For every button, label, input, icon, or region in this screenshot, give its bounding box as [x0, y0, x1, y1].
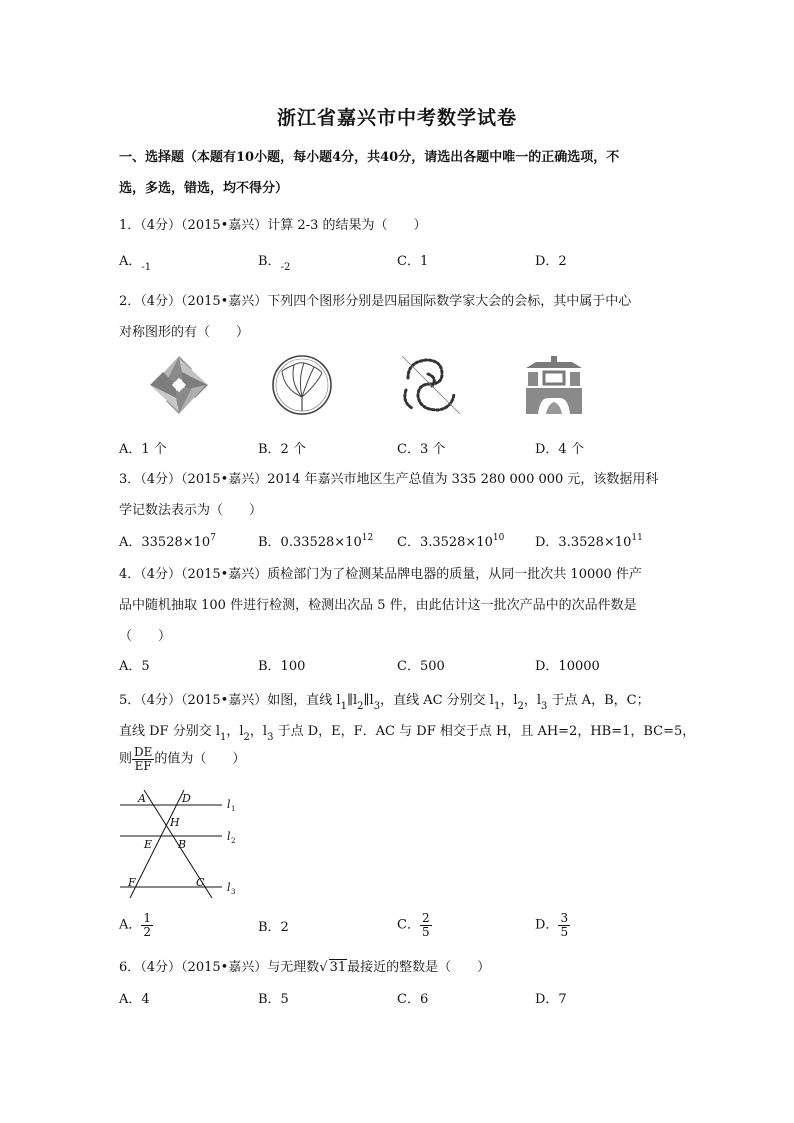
q5-option-b: B．2: [258, 920, 289, 935]
logo-dotted-spiral-icon: [398, 352, 464, 418]
q1-stem: 1．（4分）（2015•嘉兴）计算 2-3 的结果为（ ）: [119, 218, 427, 233]
q1-option-c: C．1: [397, 254, 429, 269]
q5-fraction: $\frac{DE}{EF}$: [134, 745, 153, 773]
q4-option-b: B．100: [258, 659, 306, 674]
label-l1-sub: 1: [231, 805, 236, 813]
section-heading-line2: 选，多选，错选，均不得分）: [119, 181, 289, 196]
logo-arch-icon: [522, 354, 586, 416]
sqrt-icon: √: [319, 960, 328, 975]
q5-option-d: D． $\frac{3}{5}$: [535, 911, 569, 939]
q3-option-d: D．$3.3528\times 10^{11}$: [535, 533, 643, 550]
q2-stem-line2: 对称图形的有（ ）: [119, 325, 250, 340]
q3-option-a: A．$33528\times 10^7$: [119, 533, 216, 550]
label-b: B: [178, 838, 187, 851]
q4-option-a: A．5: [119, 659, 150, 674]
logo-pinwheel-icon: [148, 354, 210, 416]
label-l2-sub: 2: [231, 837, 236, 845]
q6-stem: 6．（4分）（2015•嘉兴）与无理数√ 31最接近的整数是（ ）: [119, 960, 491, 975]
label-a: A: [138, 792, 146, 805]
q2-option-c: C．3 个: [397, 442, 446, 457]
label-l1: l: [227, 798, 231, 811]
label-e: E: [144, 838, 153, 851]
q6-option-d: D．7: [535, 992, 567, 1007]
label-l3-sub: 3: [231, 888, 236, 896]
q2-option-d: D．4 个: [535, 442, 584, 457]
page-title: 浙江省嘉兴市中考数学试卷: [276, 107, 517, 129]
q4-stem-line2: 品中随机抽取 100 件进行检测，检测出次品 5 件，由此估计这一批次产品中的次品件数是: [119, 598, 637, 613]
label-l2: l: [227, 830, 231, 843]
q6-option-c: C．6: [397, 992, 429, 1007]
logo-circle-arcs-icon: [270, 353, 334, 417]
q2-option-a: A．1 个: [119, 442, 167, 457]
q4-stem-line3: （ ）: [119, 629, 172, 644]
q4-stem-line1: 4．（4分）（2015•嘉兴）质检部门为了检测某品牌电器的质量，从同一批次共 10000 件产: [119, 567, 642, 582]
q3-option-b: B．$0.33528\times 10^{12}$: [258, 533, 374, 550]
label-d: D: [182, 792, 191, 805]
label-c: C: [196, 876, 205, 889]
q5-option-c: C． $\frac{2}{5}$: [397, 911, 430, 939]
q1-option-b: B．$_{-2}$: [258, 254, 291, 273]
q5-stem-line3: 则 $\frac{DE}{EF}$ 的值为（ ）: [119, 745, 246, 773]
line-df: [130, 790, 187, 898]
q2-stem-line1: 2．（4分）（2015•嘉兴）下列四个图形分别是四届国际数学家大会的会标，其中属于中心: [119, 294, 632, 309]
q1-option-a: A．$_{-1}$: [119, 254, 152, 273]
q5-parallel-lines-figure: [116, 786, 246, 900]
q2-option-b: B．2 个: [258, 442, 306, 457]
q5-stem-line2: 直线 DF 分别交 $l_1$，$l_2$，$l_3$ 于点 D，E，F．AC 与 DF 相交于点 H，且 AH=2，HB=1，BC=5，: [119, 724, 696, 743]
section-heading-line1: 一、选择题（本题有10小题，每小题4分，共40分，请选出各题中唯一的正确选项，不: [119, 150, 620, 165]
q5-option-a: A． $\frac{1}{2}$: [119, 911, 152, 939]
label-l3: l: [227, 881, 231, 894]
q5-stem-line1: 5．（4分）（2015•嘉兴）如图，直线 $l_1\parallel l_2\parallel l_3$，直线 AC 分别交 $l_1$，$l_2$，$l_3$ 于点 A，B，C；: [119, 693, 650, 712]
q3-stem-line2: 学记数法表示为（ ）: [119, 503, 263, 518]
q3-stem-line1: 3．（4分）（2015•嘉兴）2014 年嘉兴市地区生产总值为 335 280 000 000 元，该数据用科: [119, 472, 659, 487]
q1-option-d: D．2: [535, 254, 567, 269]
label-f: F: [128, 876, 136, 889]
q6-option-a: A．4: [119, 992, 150, 1007]
q4-option-d: D．10000: [535, 659, 600, 674]
q6-option-b: B．5: [258, 992, 289, 1007]
q3-option-c: C．$3.3528\times 10^{10}$: [397, 533, 505, 550]
label-h: H: [170, 816, 180, 829]
q4-option-c: C．500: [397, 659, 445, 674]
